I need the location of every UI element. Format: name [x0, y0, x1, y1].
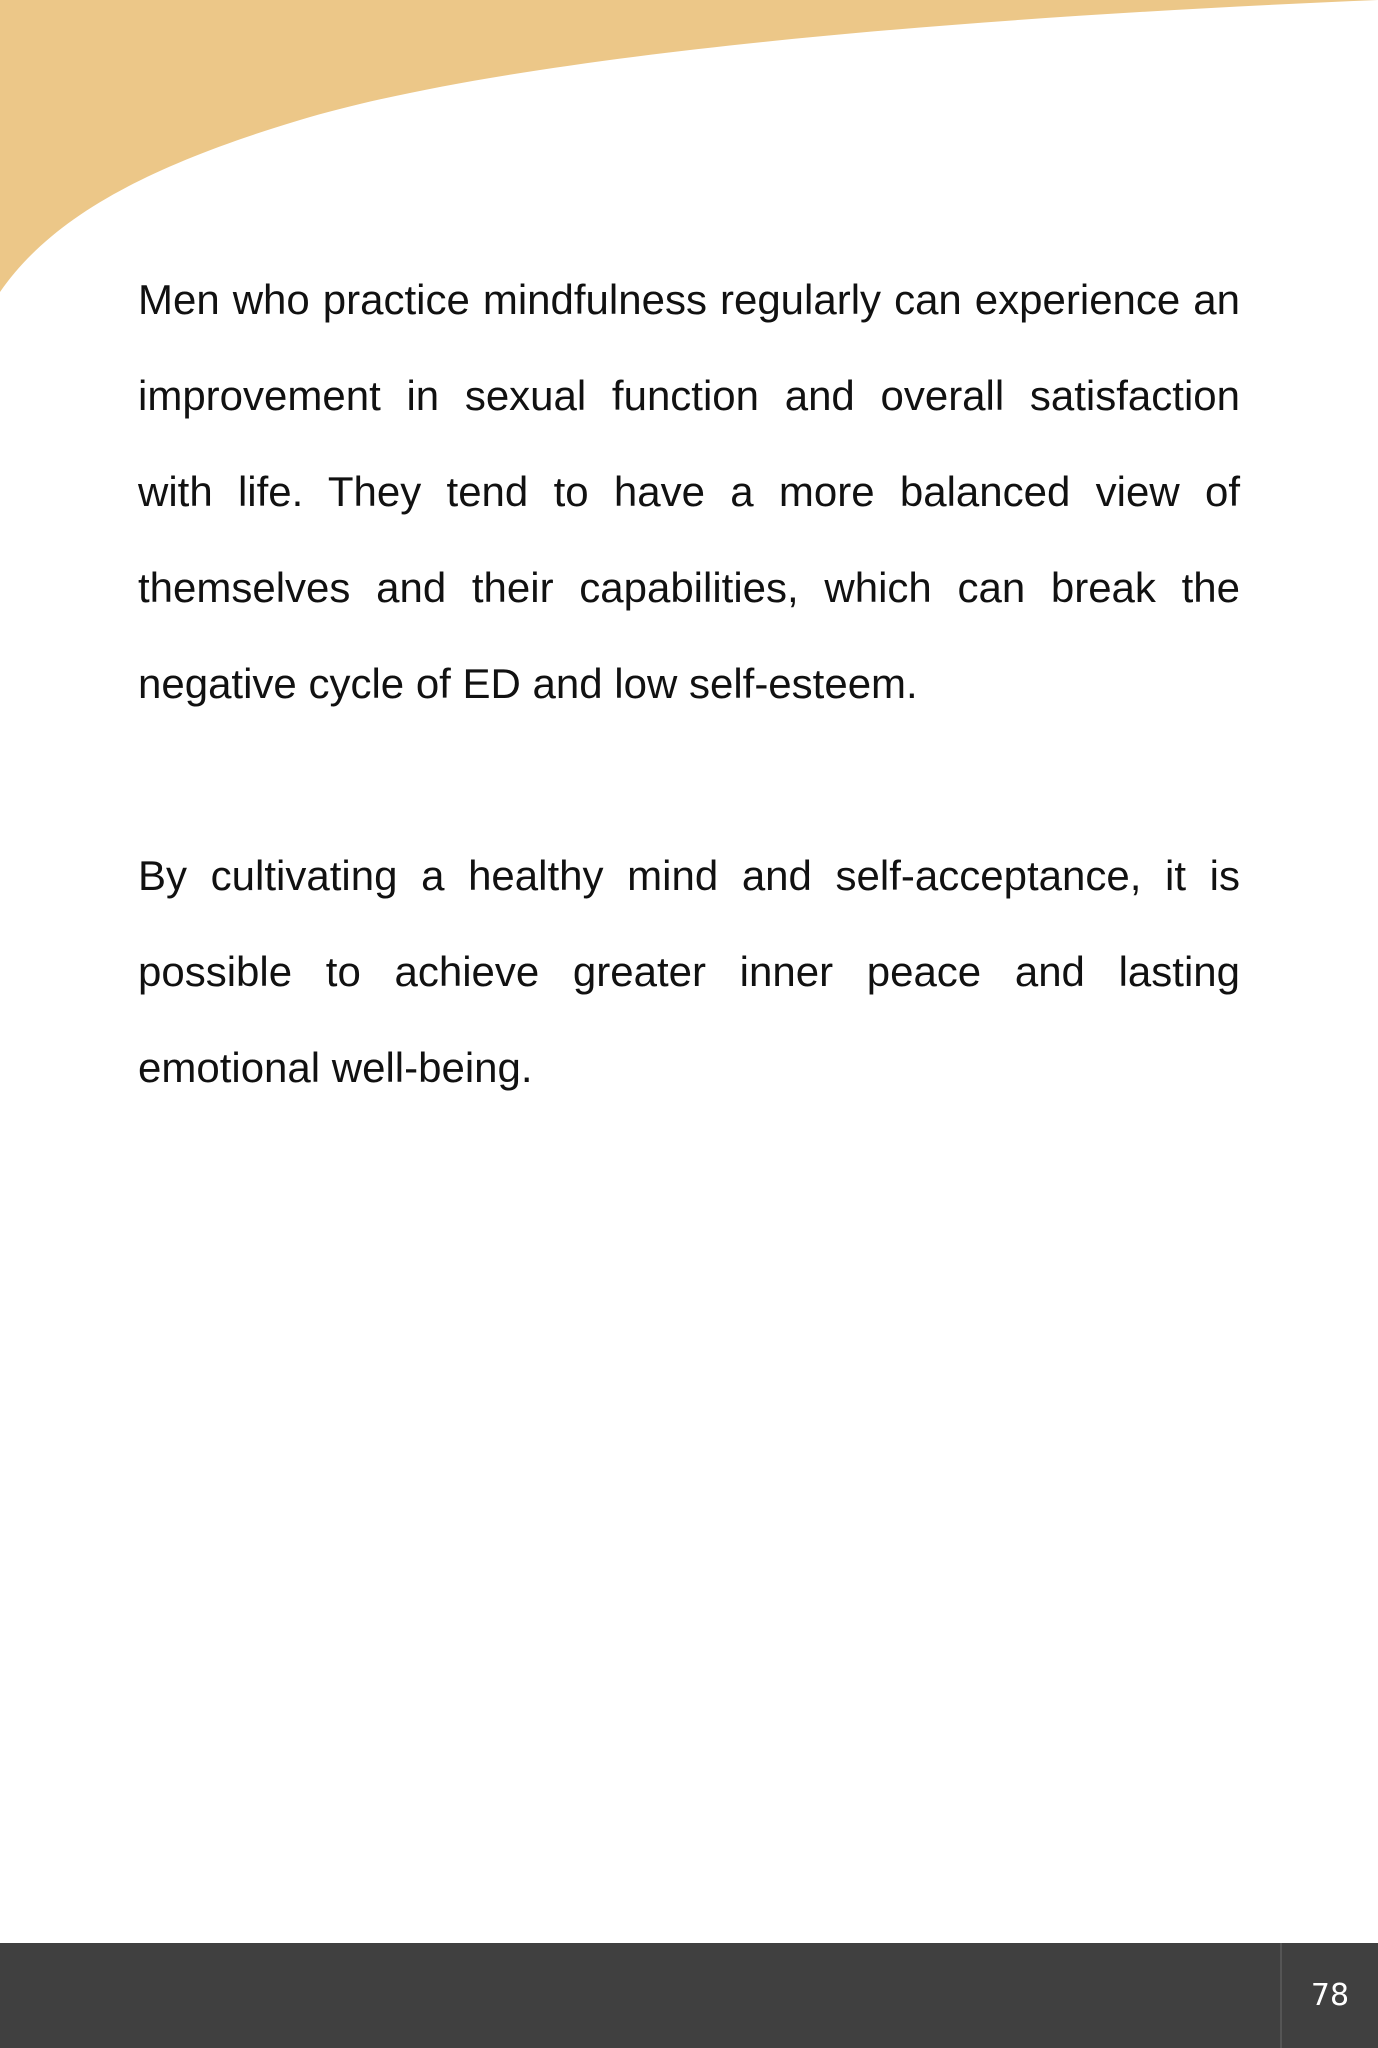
body-text — [138, 252, 1240, 1116]
swoosh-shape — [0, 0, 1378, 292]
paragraph-self-acceptance: By cultivating a healthy mind and self-acceptance, it is possible to achieve greater inner peace and lasting emotional well-being. — [138, 852, 1240, 1091]
paragraph-mindfulness-benefits: Men who practice mindfulness regularly can experience an improvement in sexual function and overall satisfaction with life. They tend to have a more balanced view of themselves and their capabilities, which can break the negative cycle of ED and low self-esteem. — [138, 276, 1240, 707]
footer-bar — [0, 1943, 1378, 2048]
page-number: 78 — [1280, 1943, 1378, 2048]
